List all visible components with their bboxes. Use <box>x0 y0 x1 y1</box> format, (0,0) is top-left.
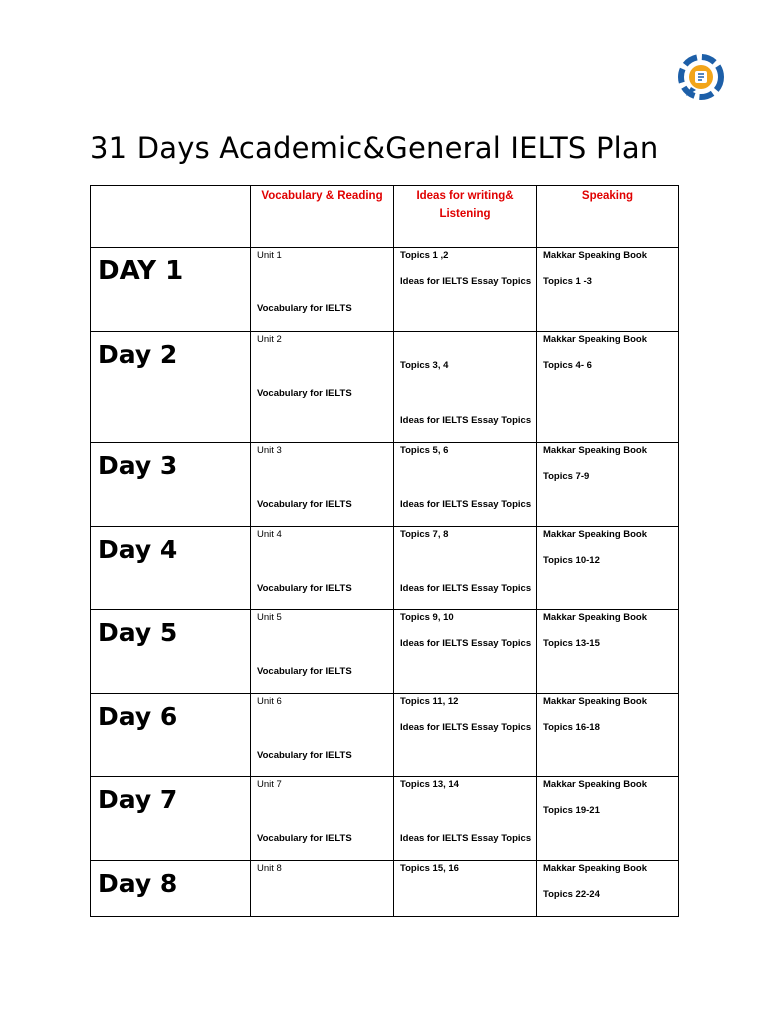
speaking-cell <box>537 527 679 610</box>
topics-text: Topics 7, 8 <box>400 529 449 540</box>
ideas-cell <box>394 443 537 527</box>
speaking-cell <box>537 332 679 443</box>
book-text: Makkar Speaking Book <box>543 334 648 345</box>
ideas-cell <box>394 694 537 777</box>
page-title: 31 Days Academic&General IELTS Plan <box>90 131 659 165</box>
speaking-topics-text: Topics 7-9 <box>543 471 590 482</box>
book-text: Makkar Speaking Book <box>543 612 648 623</box>
unit-text: Unit 2 <box>257 334 282 345</box>
day-label: Day 5 <box>91 610 251 694</box>
ideas-cell <box>394 248 537 332</box>
book-text: Makkar Speaking Book <box>543 696 648 707</box>
unit-text: Unit 8 <box>257 863 282 874</box>
speaking-cell <box>537 694 679 777</box>
topics-text: Topics 1 ,2 <box>400 250 449 261</box>
vocab-text: Vocabulary for IELTS <box>257 666 352 677</box>
ideas-cell <box>394 777 537 861</box>
topics-text: Topics 3, 4 <box>400 360 449 371</box>
header-empty <box>91 186 251 248</box>
speaking-cell <box>537 861 679 917</box>
brand-logo <box>672 50 730 104</box>
header-vocabulary-reading: Vocabulary & Reading <box>251 186 394 248</box>
ideas-cell <box>394 527 537 610</box>
vocab-text: Vocabulary for IELTS <box>257 583 352 594</box>
speaking-topics-text: Topics 13-15 <box>543 638 600 649</box>
book-text: Makkar Speaking Book <box>543 250 648 261</box>
vocab-cell <box>251 527 394 610</box>
topics-text: Topics 9, 10 <box>400 612 454 623</box>
book-text: Makkar Speaking Book <box>543 445 648 456</box>
speaking-topics-text: Topics 10-12 <box>543 555 600 566</box>
unit-text: Unit 4 <box>257 529 282 540</box>
ideas-text: Ideas for IELTS Essay Topics <box>400 722 532 733</box>
unit-text: Unit 3 <box>257 445 282 456</box>
speaking-topics-text: Topics 19-21 <box>543 805 600 816</box>
vocab-text: Vocabulary for IELTS <box>257 750 352 761</box>
day-label: DAY 1 <box>91 248 251 332</box>
table-row <box>91 443 679 527</box>
book-text: Makkar Speaking Book <box>543 779 648 790</box>
table-header-row <box>91 186 679 248</box>
ideas-text: Ideas for IELTS Essay Topics <box>400 415 532 426</box>
vocab-text: Vocabulary for IELTS <box>257 388 352 399</box>
day-label: Day 2 <box>91 332 251 443</box>
ideas-text: Ideas for IELTS Essay Topics <box>400 638 532 649</box>
table-row <box>91 332 679 443</box>
ideas-cell <box>394 332 537 443</box>
book-text: Makkar Speaking Book <box>543 863 648 874</box>
unit-text: Unit 1 <box>257 250 282 261</box>
ideas-text: Ideas for IELTS Essay Topics <box>400 583 532 594</box>
vocab-cell <box>251 332 394 443</box>
speaking-cell <box>537 248 679 332</box>
ideas-cell <box>394 861 537 917</box>
plan-table <box>90 185 679 917</box>
speaking-topics-text: Topics 16-18 <box>543 722 600 733</box>
topics-text: Topics 5, 6 <box>400 445 449 456</box>
vocab-text: Vocabulary for IELTS <box>257 833 352 844</box>
speaking-cell <box>537 443 679 527</box>
speaking-topics-text: Topics 4- 6 <box>543 360 592 371</box>
header-speaking: Speaking <box>537 186 679 248</box>
vocab-text: Vocabulary for IELTS <box>257 303 352 314</box>
day-label: Day 8 <box>91 861 251 917</box>
speaking-cell <box>537 777 679 861</box>
day-label: Day 3 <box>91 443 251 527</box>
day-label: Day 7 <box>91 777 251 861</box>
vocab-cell <box>251 694 394 777</box>
ideas-text: Ideas for IELTS Essay Topics <box>400 833 532 844</box>
topics-text: Topics 15, 16 <box>400 863 459 874</box>
table-row <box>91 527 679 610</box>
speaking-topics-text: Topics 1 -3 <box>543 276 592 287</box>
table-row <box>91 861 679 917</box>
vocab-cell <box>251 610 394 694</box>
table-row <box>91 777 679 861</box>
unit-text: Unit 6 <box>257 696 282 707</box>
day-label: Day 6 <box>91 694 251 777</box>
table-row <box>91 694 679 777</box>
ideas-cell <box>394 610 537 694</box>
topics-text: Topics 11, 12 <box>400 696 459 707</box>
vocab-cell <box>251 443 394 527</box>
vocab-text: Vocabulary for IELTS <box>257 499 352 510</box>
table-row <box>91 248 679 332</box>
vocab-cell <box>251 248 394 332</box>
speaking-cell <box>537 610 679 694</box>
topics-text: Topics 13, 14 <box>400 779 459 790</box>
speaking-topics-text: Topics 22-24 <box>543 889 600 900</box>
book-text: Makkar Speaking Book <box>543 529 648 540</box>
table-row <box>91 610 679 694</box>
ideas-text: Ideas for IELTS Essay Topics <box>400 499 532 510</box>
vocab-cell <box>251 861 394 917</box>
header-ideas-writing-listening: Ideas for writing& Listening <box>394 186 537 248</box>
vocab-cell <box>251 777 394 861</box>
logo-icon <box>672 50 730 104</box>
unit-text: Unit 5 <box>257 612 282 623</box>
unit-text: Unit 7 <box>257 779 282 790</box>
day-label: Day 4 <box>91 527 251 610</box>
ideas-text: Ideas for IELTS Essay Topics <box>400 276 532 287</box>
